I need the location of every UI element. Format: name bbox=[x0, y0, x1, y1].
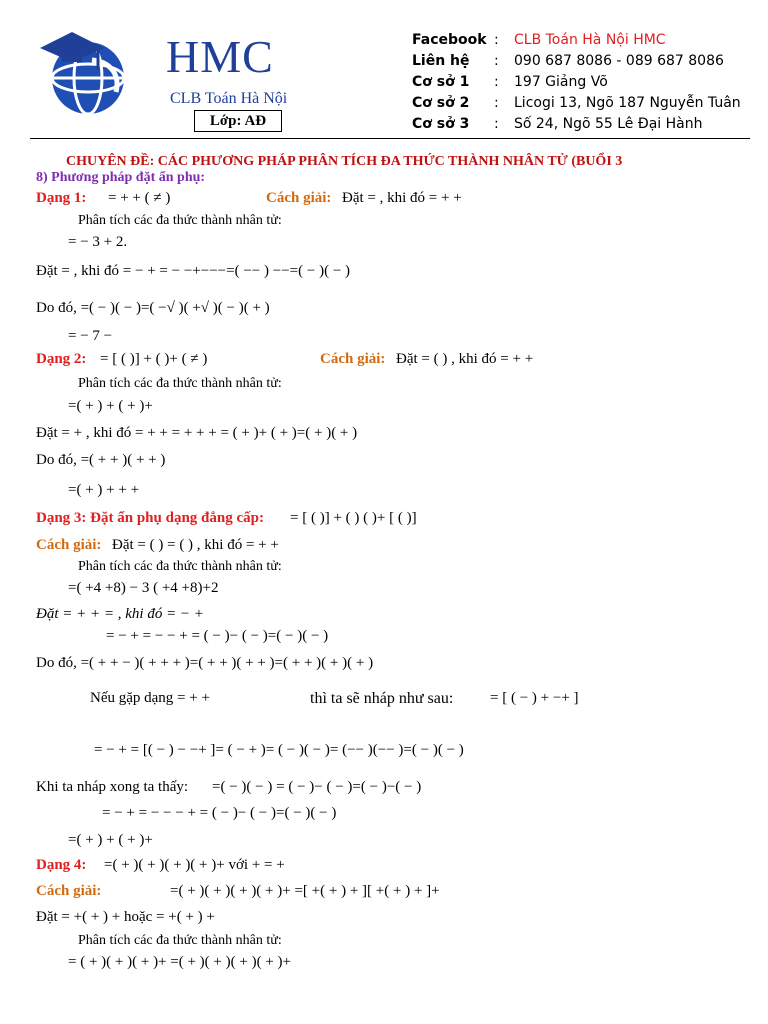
doc-title: CHUYÊN ĐỀ: CÁC PHƯƠNG PHÁP PHÂN TÍCH ĐA THỨC THÀNH NHÂN TỬ (BUỔI 3 bbox=[66, 154, 623, 169]
d3-line-1: =( +4 +8) − 3 ( +4 +8)+2 bbox=[68, 580, 219, 596]
dang-4-cach-text: =( + )( + )( + )( + )+ =[ +( + ) + ][ +( + ) + ]+ bbox=[170, 883, 440, 899]
dang-4-line-2: Đặt = +( + ) + hoặc = +( + ) + bbox=[36, 909, 215, 925]
phan-tich-4: Phân tích các đa thức thành nhân tử: bbox=[78, 933, 282, 948]
info-sep: : bbox=[494, 74, 499, 90]
dang-4-formula: =( + )( + )( + )( + )+ với + = + bbox=[104, 857, 285, 873]
dang-2-formula: = [ ( )] + ( )+ ( ≠ ) bbox=[100, 351, 208, 367]
d3-note: Nếu gặp dạng = + + bbox=[90, 690, 210, 706]
info-key-facebook: Facebook bbox=[412, 32, 487, 48]
d3-line-4: Do đó, =( + + − )( + + + )=( + + )( + + )=( + + )( + )( + ) bbox=[36, 655, 374, 671]
info-sep: : bbox=[494, 116, 499, 132]
dang-1-formula: = + + ( ≠ ) bbox=[108, 190, 171, 206]
logo-subtitle: CLB Toán Hà Nội bbox=[170, 90, 288, 107]
d3-line-6: =( − )( − ) = ( − )− ( − )=( − )−( − ) bbox=[212, 779, 422, 795]
dang-3-cach-label: Cách giải: bbox=[36, 537, 102, 553]
phan-tich-2: Phân tích các đa thức thành nhân tử: bbox=[78, 376, 282, 391]
info-value-campus-3: Số 24, Ngõ 55 Lê Đại Hành bbox=[514, 116, 703, 132]
d1-line-2: Đặt = , khi đó = − + = − −+−−−=( −− ) −−=( − )( − ) bbox=[36, 263, 351, 279]
info-sep: : bbox=[494, 95, 499, 111]
dang-4-label: Dạng 4: bbox=[36, 857, 87, 873]
d3-line-5: = − + = [( − ) − −+ ]= ( − + )= ( − )( − )= (−− )(−− )=( − )( − ) bbox=[94, 742, 464, 758]
d3-line-6-label: Khi ta nháp xong ta thấy: bbox=[36, 779, 189, 795]
class-label-box: Lớp: AĐ bbox=[194, 110, 282, 132]
info-key-campus-2: Cơ sở 2 bbox=[412, 95, 470, 111]
d3-line-8: =( + ) + ( + )+ bbox=[68, 832, 153, 848]
info-value-campus-1: 197 Giảng Võ bbox=[514, 74, 608, 90]
d2-line-4: =( + ) + + + bbox=[68, 482, 140, 498]
d1-line-4: = − 7 − bbox=[68, 328, 113, 344]
dang-4-cach-label: Cách giải: bbox=[36, 883, 102, 899]
dang-3-formula: = [ ( )] + ( ) ( )+ [ ( )] bbox=[290, 510, 417, 526]
d2-line-2: Đặt = + , khi đó = + + = + + + = ( + )+ ( + )=( + )( + ) bbox=[36, 425, 358, 441]
dang-1-label: Dạng 1: bbox=[36, 190, 87, 206]
info-key-campus-1: Cơ sở 1 bbox=[412, 74, 470, 90]
info-sep: : bbox=[494, 53, 499, 69]
d1-line-3: Do đó, =( − )( − )=( −√ )( +√ )( − )( + ) bbox=[36, 300, 270, 316]
phan-tich-3: Phân tích các đa thức thành nhân tử: bbox=[78, 559, 282, 574]
info-value-facebook[interactable]: CLB Toán Hà Nội HMC bbox=[514, 32, 666, 48]
phan-tich-1: Phân tích các đa thức thành nhân tử: bbox=[78, 213, 282, 228]
d3-note-2: thì ta sẽ nháp như sau: bbox=[310, 690, 454, 707]
d3-line-2: Đặt = + + = , khi đó = − + bbox=[36, 606, 204, 622]
d1-line-1: = − 3 + 2. bbox=[68, 234, 128, 250]
d3-note-formula: = [ ( − ) + −+ ] bbox=[490, 690, 579, 706]
d2-line-3: Do đó, =( + + )( + + ) bbox=[36, 452, 166, 468]
info-value-contact: 090 687 8086 - 089 687 8086 bbox=[514, 53, 724, 69]
d3-line-7: = − + = − − − + = ( − )− ( − )=( − )( − ) bbox=[102, 805, 337, 821]
dang-2-cach-text: Đặt = ( ) , khi đó = + + bbox=[396, 351, 534, 367]
dang-4-line-3: = ( + )( + )( + )+ =( + )( + )( + )( + )+ bbox=[68, 954, 291, 970]
dang-1-cach-text: Đặt = , khi đó = + + bbox=[342, 190, 462, 206]
dang-3-label: Dạng 3: Đặt ẩn phụ dạng đẳng cấp: bbox=[36, 510, 264, 526]
dang-2-cach-label: Cách giải: bbox=[320, 351, 386, 367]
logo-title: HMC bbox=[166, 31, 274, 82]
dang-2-label: Dạng 2: bbox=[36, 351, 87, 367]
info-sep: : bbox=[494, 32, 499, 48]
d3-line-3: = − + = − − + = ( − )− ( − )=( − )( − ) bbox=[106, 628, 329, 644]
hmc-globe-logo bbox=[32, 26, 144, 118]
d2-line-1: =( + ) + ( + )+ bbox=[68, 398, 153, 414]
header-divider bbox=[30, 138, 750, 139]
dang-1-cach-label: Cách giải: bbox=[266, 190, 332, 206]
info-key-campus-3: Cơ sở 3 bbox=[412, 116, 470, 132]
section-heading: 8) Phương pháp đặt ẩn phụ: bbox=[36, 170, 206, 185]
info-key-contact: Liên hệ bbox=[412, 53, 470, 69]
info-value-campus-2: Licogi 13, Ngõ 187 Nguyễn Tuân bbox=[514, 95, 741, 111]
dang-3-cach-text: Đặt = ( ) = ( ) , khi đó = + + bbox=[112, 537, 279, 553]
